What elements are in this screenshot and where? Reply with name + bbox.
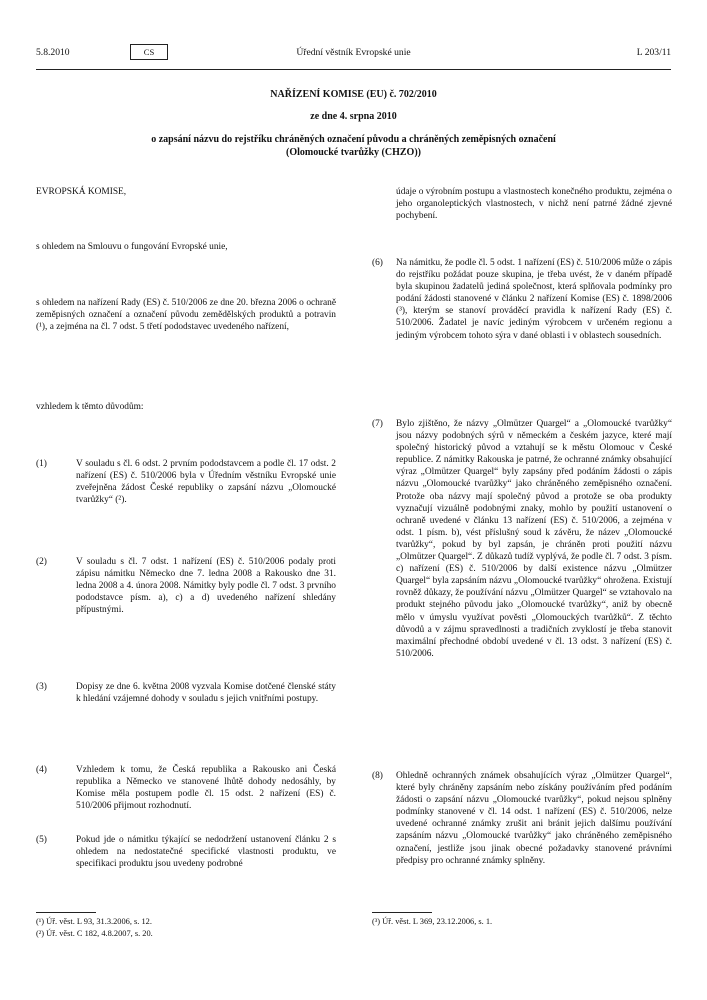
regulation-subject: o zapsání názvu do rejstříku chráněných označení původu a chráněných zeměpisných označení [151, 134, 556, 145]
header-rule [36, 69, 671, 70]
intro-commission: EVROPSKÁ KOMISE, [36, 187, 127, 197]
whereas-intro: vzhledem k těmto důvodům: [36, 402, 144, 412]
recital-5-continued: údaje o výrobním postupu a vlastnostech konečného produktu, zejména o jeho organoleptických vlastnostech, v nichž není patrné žádné zjevné pochybení. [396, 187, 672, 222]
recital-number: (7) [372, 419, 383, 429]
citation-treaty: s ohledem na Smlouvu o fungování Evropské unie, [36, 242, 228, 252]
recital-number: (6) [372, 258, 383, 268]
language-box: CS [130, 44, 168, 60]
recital-5: Pokud jde o námitku týkající se nedodržení ustanovení článku 2 s ohledem na nedostatečné specifické vlastnosti produktu, ve specifikaci produktu jsou uvedeny podrobné [76, 835, 336, 870]
citation-regulation: s ohledem na nařízení Rady (ES) č. 510/2006 ze dne 20. března 2006 o ochraně zeměpisných označení a označení původu zemědělských produktů a potravin (¹), a zejména na čl. 7 odst. 5 třetí pododstavec uvedeného nařízení, [36, 298, 336, 333]
recital-6: Na námitku, že podle čl. 5 odst. 1 nařízení (ES) č. 510/2006 může o zápis do rejstříku požádat pouze skupina, je třeba uvést, že v daném případě byla skupinou žadatelů jediná společnost, která splňovala podmínky pro podání žádosti stanovené v článku 2 nařízení Komise (ES) č. 1898/2006 (³), kterým se stanoví prováděcí pravidla k nařízení Rady (ES) č. 510/2006. Žadatel je navíc jediným výrobcem v určeném regionu a jediným výrobcem tohoto sýra v dané oblasti i v oblastech sousedních. [396, 258, 672, 341]
recital-3: Dopisy ze dne 6. května 2008 vyzvala Komise dotčené členské státy k hledání vzájemné dohody v souladu s jejich vnitřními postupy. [76, 682, 336, 705]
journal-name: Úřední věstník Evropské unie [296, 47, 411, 58]
recital-number: (8) [372, 771, 383, 781]
publication-date: 5.8.2010 [36, 47, 70, 58]
regulation-date: ze dne 4. srpna 2010 [310, 111, 397, 122]
recital-2: V souladu s čl. 7 odst. 1 nařízení (ES) č. 510/2006 podaly proti zápisu námitku Německo dne 7. ledna 2008 a Rakousko dne 31. ledna 2008 a 4. února 2008. Námitky byly podle čl. 7 odst. 3 prvního pododstavce písm. a), c) a d) uvedeného nařízení shledány přípustnými. [76, 557, 336, 616]
recital-7: Bylo zjištěno, že názvy „Olmützer Quargel“ a „Olomoucké tvarůžky“ jsou názvy podobných sýrů v německém a českém jazyce, které mají společný historický původ a vztahují se k městu Olomouc v České republice. Z námitky Rakouska je patrné, že ochranné známky obsahující výraz „Olmützer Quargel“ byly zapsány před podáním žádosti o zápis názvu „Olomoucké tvarůžky“ jako chráněného zeměpisného označení. Protože oba názvy mají společný původ a protože se oba produkty vyznačují vizuálně podobnými znaky, mohlo by použití ustanovení o ochraně uvedené v článku 13 nařízení (ES) č. 510/2006, a zejména v odst. 1 písm. b), vést příslušný soud k závěru, že název „Olomoucké tvarůžky“, pokud by byl zapsán, je chráněn proti použití názvu „Olmützer Quargel“. Z důkazů tudíž vyplývá, že podle čl. 7 odst. 3 písm. c) nařízení (ES) č. 510/2006 by další existence názvu „Olmützer Quargel“ byla zapsáním názvu „Olomoucké tvarůžky“ ohrožena. Existují rovněž důkazy, že používání názvu „Olmützer Quargel“ se vztahovalo na produkt stejného původu jako „Olomoucké tvarůžky“, aniž by obecně mělo v úmyslu využívat pověsti „Olomouckých tvarůžků“. Z těchto důvodů a v zájmu spravedlnosti a tradičních zvyklostí je třeba stanovit maximální přechodné období uvedené v čl. 13 odst. 3 nařízení (ES) č. 510/2006. [396, 419, 672, 659]
recital-8: Ohledně ochranných známek obsahujících výraz „Olmützer Quargel“, které byly chráněny zapsáním nebo získány používáním před podáním žádosti o zapsání názvu „Olomoucké tvarůžky“, pokud nejsou splněny podmínky stanovené v čl. 14 odst. 1 nařízení (ES) č. 510/2006, nelze uvedené ochranné známky zrušit ani bránit jejich dalšímu používání zapsáním názvu „Olomoucké tvarůžky“ jako chráněného zeměpisného označení, jestliže jsou jinak obecné požadavky stanovené právními předpisy pro ochranné známky splněny. [396, 771, 672, 866]
footnote-rule [36, 912, 96, 913]
footnote-1: (¹) Úř. věst. L 93, 31.3.2006, s. 12. [36, 917, 152, 926]
regulation-title: NAŘÍZENÍ KOMISE (EU) č. 702/2010 [270, 89, 437, 100]
recital-number: (4) [36, 765, 47, 775]
recital-number: (2) [36, 557, 47, 567]
footnote-2: (²) Úř. věst. C 182, 4.8.2007, s. 20. [36, 929, 153, 938]
regulation-name: (Olomoucké tvarůžky (CHZO)) [286, 147, 421, 158]
recital-number: (1) [36, 459, 47, 469]
page-number: L 203/11 [636, 47, 671, 58]
page-header [36, 47, 671, 61]
footnote-rule [372, 912, 432, 913]
footnote-3: (³) Úř. věst. L 369, 23.12.2006, s. 1. [372, 917, 493, 926]
recital-number: (3) [36, 682, 47, 692]
recital-1: V souladu s čl. 6 odst. 2 prvním pododstavcem a podle čl. 17 odst. 2 nařízení (ES) č. 510/2006 byla v Úředním věstníku Evropské unie zveřejněna žádost České republiky o zapsání názvu „Olomoucké tvarůžky“ (²). [76, 459, 336, 506]
recital-4: Vzhledem k tomu, že Česká republika a Rakousko ani Česká republika a Německo ve stanovené lhůtě dohody nedosáhly, by Komise měla postupem podle čl. 15 odst. 2 nařízení (ES) č. 510/2006 přijmout rozhodnutí. [76, 765, 336, 812]
recital-number: (5) [36, 835, 47, 845]
